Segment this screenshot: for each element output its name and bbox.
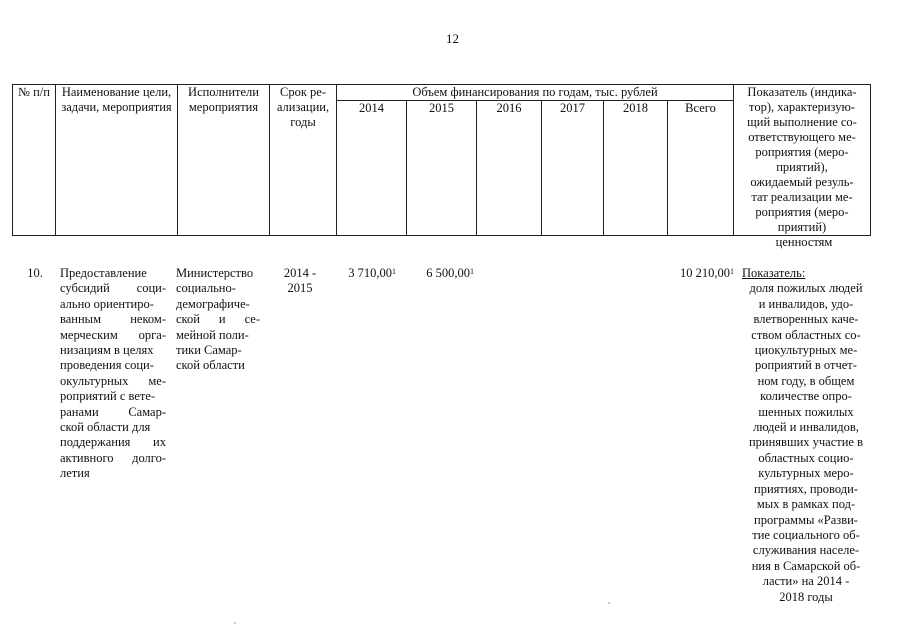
row-value-2015: 6 500,00$^1$ [426,266,474,280]
scan-speck [608,602,610,604]
row-name: Предоставление субсидий соци- ально ориентиро- ванным неком- мерческим орга- низациям в целях проведения соци- окультурных ме- роприятий с вете- ранами Самар- ской области для поддержания их активного долго- летия [60,266,166,481]
header-table [12,84,871,236]
page-number: 12 [446,31,459,46]
footnote-marker: 1 [392,267,396,276]
row-executor: Министерство социально- демографиче- ской и се- мейной поли- тики Самар- ской области [176,266,260,373]
header-year-2017: 2017 [542,101,604,236]
header-executors: Исполнители мероприятия [178,85,270,236]
indicator-title: Показатель: [742,266,806,280]
header-name: Наименование цели, задачи, мероприятия [56,85,178,236]
header-year-2014: 2014 [337,101,407,236]
footnote-marker: 1 [470,267,474,276]
header-funding-group: Объем финансирования по годам, тыс. рублей [337,85,734,101]
row-term: 2014 - 2015 [283,266,317,296]
header-indicator-overflow: ценностям [775,235,833,249]
row-indicator: Показатель: доля пожилых людей и инвалидов, удо- влетворенных каче- ством областных со- циокультурных ме- роприятий в отчет- ном году, в общем количестве опро- шенных пожилых людей и инвалидов, принявших участие в областных социо- культурных меро- приятиях, проводи- мых в рамках под- программы «Разви- тие социального об- служивания населе- ния в Самарской об- ласти» на 2014 - 2018 годы [742,266,870,605]
header-year-2015: 2015 [407,101,477,236]
header-indicator: Показатель (индика- тор), характеризую- щий выполнение со- ответствующего ме- роприятия (меро- приятий), ожидаемый резуль- тат реализации ме- роприятия (меро- приятий) [734,85,871,236]
header-year-2018: 2018 [604,101,668,236]
footnote-marker: 1 [730,267,734,276]
header-year-total: Всего [668,101,734,236]
row-value-2014: 3 710,00$^1$ [348,266,396,280]
row-number: 10. [27,266,43,280]
header-num: № п/п [13,85,56,236]
header-term: Срок ре-ализации, годы [270,85,337,236]
scan-speck [234,622,236,624]
header-year-2016: 2016 [477,101,542,236]
row-value-total: 10 210,00$^1$ [680,266,734,280]
